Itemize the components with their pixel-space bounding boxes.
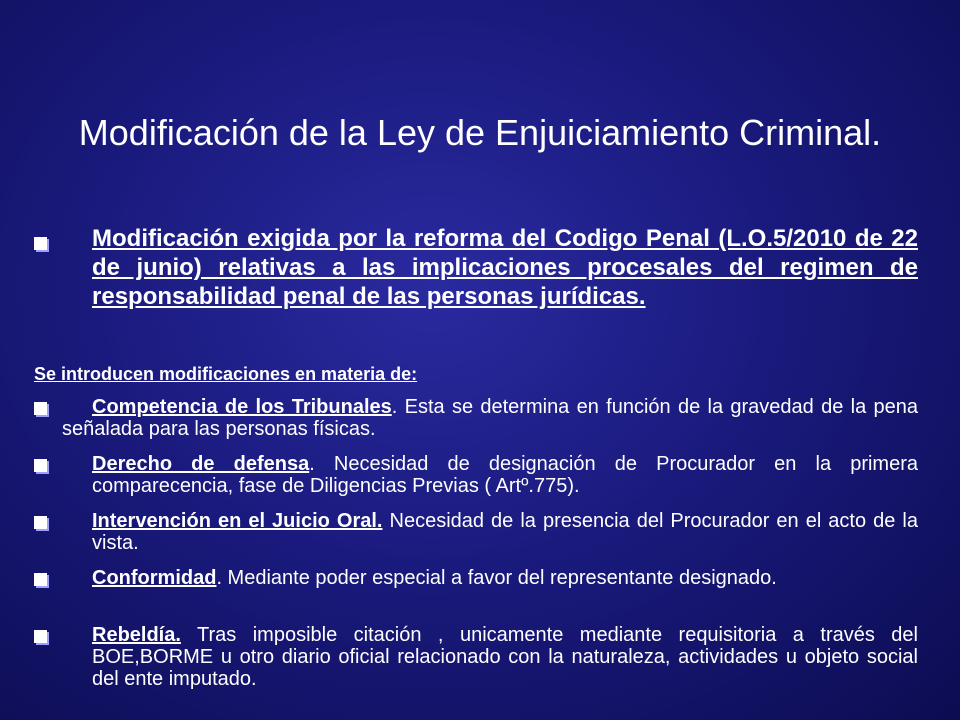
checkbox-bullet-icon — [34, 516, 47, 529]
list-item — [62, 396, 918, 440]
main-point: Modificación exigida por la reforma del Codigo Penal (L.O.5/2010 de 22 de junio) relativas a las implicaciones procesales del regimen de responsabilidad penal de las personas jurídicas. — [92, 225, 918, 310]
checkbox-bullet-icon — [34, 459, 47, 472]
checkbox-bullet-icon — [34, 630, 47, 643]
checkbox-bullet-icon — [34, 573, 47, 586]
slide-title: Modificación de la Ley de Enjuiciamiento Criminal. — [78, 112, 882, 153]
list-item — [92, 624, 918, 690]
item-text: Necesidad de la presencia del Procurador en el acto de la vista. — [92, 510, 918, 554]
item-lead: Intervención en el Juicio Oral. — [92, 510, 383, 532]
item-lead: Conformidad — [92, 567, 217, 589]
item-text: . Necesidad de designación de Procurador en la primera comparecencia, fase de Diligencias Previas ( Artº.775). — [92, 453, 918, 497]
item-lead: Rebeldía. — [92, 624, 181, 646]
item-text: Tras imposible citación , unicamente mediante requisitoria a través del BOE,BORME u otro diario oficial relacionado con la naturaleza, actividades u objeto social del ente imputado. — [92, 624, 918, 690]
intro-text: Se introducen modificaciones en materia de: — [34, 364, 418, 384]
checkbox-bullet-icon — [34, 402, 47, 415]
item-lead: Derecho de defensa — [92, 453, 310, 475]
item-text: . Esta se determina en función de la gravedad de la pena señalada para las personas físicas. — [62, 396, 918, 440]
item-text: . Mediante poder especial a favor del representante designado. — [216, 567, 777, 589]
list-item — [92, 510, 918, 554]
item-lead: Competencia de los Tribunales — [92, 396, 392, 418]
list-item — [92, 567, 918, 589]
checkbox-bullet-icon — [34, 237, 47, 250]
list-item — [92, 453, 918, 497]
